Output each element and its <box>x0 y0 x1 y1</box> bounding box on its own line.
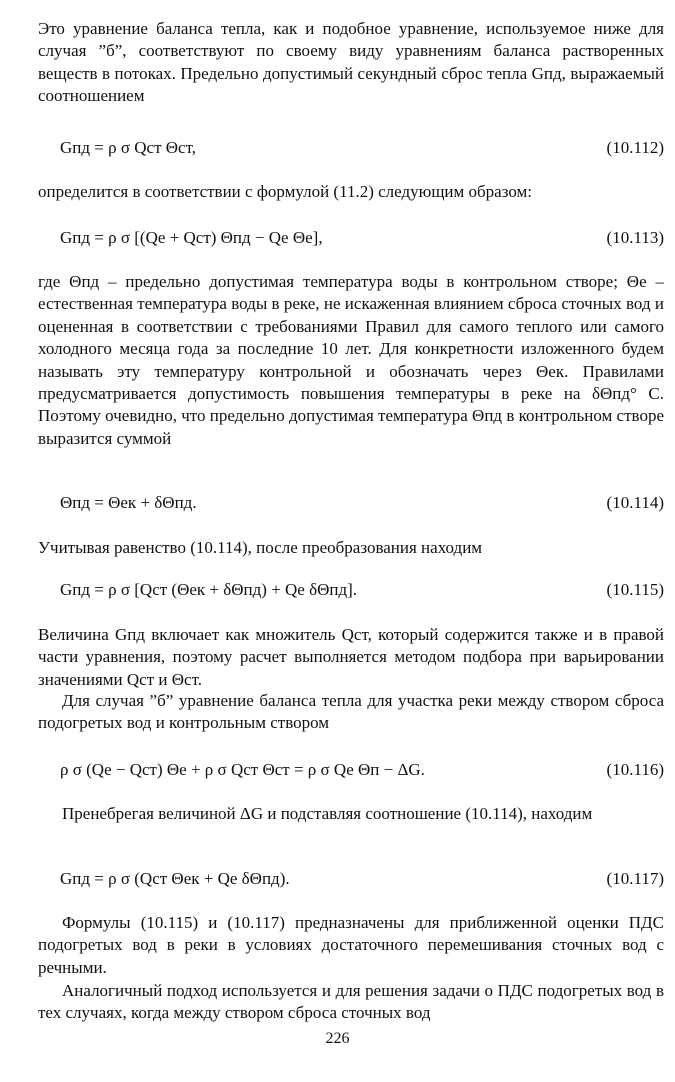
equation-number: (10.117) <box>606 869 664 888</box>
equation-formula: ρ σ (Qе − Qст) Θе + ρ σ Qст Θст = ρ σ Qе Θп − ΔG. <box>60 760 425 779</box>
page-number: 226 <box>325 1030 350 1047</box>
paragraph-analogous: Аналогичный подход используется и для решения задачи о ПДС подогретых вод в тех случаях, когда между створом сброса сточных вод <box>38 981 664 1023</box>
equation-formula: Gпд = ρ σ (Qст Θек + Qе δΘпд). <box>60 869 290 888</box>
paragraph-intro: Это уравнение баланса тепла, как и подобное уравнение, используемое ниже для случая ”б”, соответствуют по своему виду уравнениям баланса растворенных веществ в потоках. Предельно допустимый секундный сброс тепла Gпд, выражаемый соотношением <box>38 19 664 106</box>
paragraph-neglect: Пренебрегая величиной ΔG и подставляя соотношение (10.114), находим <box>62 804 593 823</box>
equation-formula: Θпд = Θек + δΘпд. <box>60 493 197 512</box>
equation-10-117 <box>60 867 664 893</box>
equation-number: (10.113) <box>606 228 664 247</box>
equation-10-116 <box>60 758 664 784</box>
equation-number: (10.114) <box>606 493 664 512</box>
paragraph-formula-intro: определится в соответствии с формулой (11.2) следующим образом: <box>38 182 532 201</box>
equation-formula: Gпд = ρ σ [(Qе + Qст) Θпд − Qе Θе], <box>60 228 323 247</box>
equation-10-113 <box>60 226 664 252</box>
equation-formula: Gпд = ρ σ Qст Θст, <box>60 138 196 157</box>
equation-number: (10.115) <box>606 580 664 599</box>
paragraph-definitions: где Θпд – предельно допустимая температура воды в контрольном створе; Θе – естественная температура воды в реке, не искаженная влиянием сброса сточных вод и оцененная в соответствии с требованиями Правил для самого теплого или самого холодного месяца года за последние 10 лет. Для конкретности изложенного будем называть эту температуру контрольной и обозначать через Θек. Правилами предусматривается допустимость повышения температуры в реке на δΘпд° С. Поэтому очевидно, что предельно допустимая температура Θпд в контрольном створе выразится суммой <box>38 272 664 448</box>
paragraph-transform: Учитывая равенство (10.114), после преобразования находим <box>38 538 483 557</box>
equation-10-115 <box>60 578 664 604</box>
paragraph-case-b: Для случая ”б” уравнение баланса тепла для участка реки между створом сброса подогретых вод и контрольным створом <box>38 691 664 733</box>
paragraph-iteration: Величина Gпд включает как множитель Qст, который содержится также и в правой части уравнения, поэтому расчет выполняется методом подбора при варьировании значениями Qст и Θст. <box>38 625 664 689</box>
equation-formula: Gпд = ρ σ [Qст (Θек + δΘпд) + Qе δΘпд]. <box>60 580 358 599</box>
equation-number: (10.112) <box>606 138 664 157</box>
equation-10-114 <box>60 491 664 517</box>
paragraph-formulas-purpose: Формулы (10.115) и (10.117) предназначены для приближенной оценки ПДС подогретых вод в реки в условиях достаточного перемешивания сточных вод с речными. <box>38 913 664 977</box>
equation-number: (10.116) <box>606 760 664 779</box>
equation-10-112 <box>60 136 664 162</box>
